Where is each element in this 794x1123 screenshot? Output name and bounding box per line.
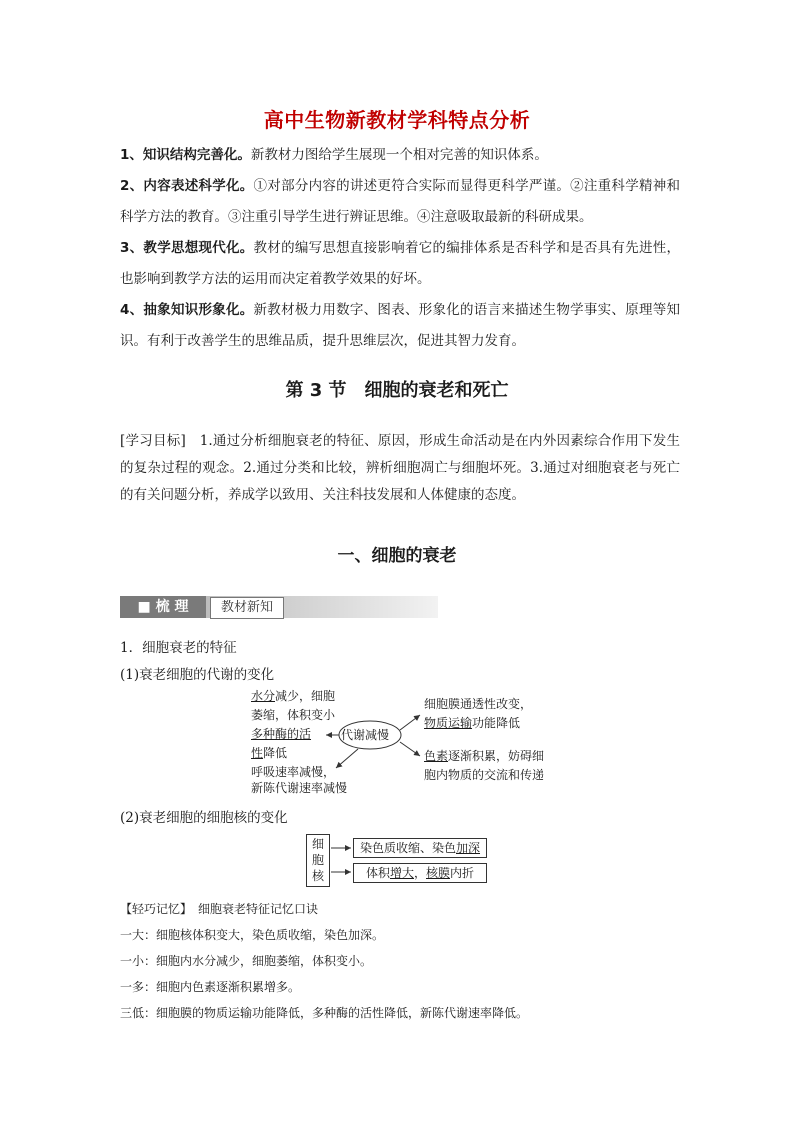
diagram-left-5: 呼吸速率减慢， (251, 765, 336, 779)
underlined-term: 多种酶的活 (251, 727, 312, 741)
diagram-left-4 (251, 744, 287, 763)
diagram-left-1 (251, 687, 335, 706)
memory-title: 【轻巧记忆】 细胞衰老特征记忆口诀 (120, 902, 319, 916)
diagram-text: 逐渐积累，妨碍细 (448, 749, 545, 763)
feature-text: 新教材力图给学生展现一个相对完善的知识体系。 (250, 147, 548, 163)
diagram-text: 减少，细胞 (275, 689, 336, 703)
box-text: 内折 (450, 866, 475, 880)
diagram-left-6: 新陈代谢速率减慢 (251, 781, 348, 795)
label-char: 核 (311, 869, 324, 883)
underlined-term: 物质运输 (424, 716, 473, 730)
underlined-term: 增大 (389, 866, 414, 880)
nucleus-change-1 (353, 838, 487, 858)
section-banner (120, 596, 438, 618)
label-char: 胞 (311, 853, 324, 867)
section-title: 一、细胞的衰老 (337, 546, 457, 566)
banner-tag: 教材新知 (210, 597, 284, 619)
underlined-term: 性 (251, 746, 264, 760)
feature-head: 4、抽象知识形象化。 (120, 302, 254, 318)
memory-line: 一多：细胞内色素逐渐积累增多。 (120, 980, 301, 994)
diagram-right-2 (424, 714, 520, 733)
underlined-term: 核膜 (426, 866, 451, 880)
learning-goals: [学习目标] 1.通过分析细胞衰老的特征、原因，形成生命活动是在内外因素综合作用下发生的复杂过程的观念。2.通过分类和比较，辨析细胞凋亡与细胞坏死。3.通过对细胞衰老与死亡的有关问题分析，养成学以致用、关注科技发展和人体健康的态度。 (120, 433, 680, 503)
box-text: 体积 (365, 866, 390, 880)
feature-head: 1、知识结构完善化。 (120, 147, 251, 163)
page-title: 高中生物新教材学科特点分析 (263, 108, 531, 132)
feature-head: 2、内容表述科学化。 (120, 178, 254, 194)
underlined-term: 色素 (424, 749, 449, 763)
memory-line: 三低：细胞膜的物质运输功能降低，多种酶的活性降低，新陈代谢速率降低。 (120, 1006, 529, 1020)
feature-text: 新教材极力用数字、图表、形象化的语言来描述生物学事实、原理等知识。有利于改善学生的思维品质，提升思维层次，促进其智力发育。 (120, 302, 680, 349)
diagram-right-3 (424, 747, 544, 766)
nucleus-label (306, 834, 330, 887)
feature-head: 3、教学思想现代化。 (120, 240, 254, 256)
feature-text: ①对部分内容的讲述更符合实际而显得更科学严谨。②注重科学精神和科学方法的教育。③注重引导学生进行辨证思维。④注意吸取最新的科研成果。 (120, 178, 680, 225)
underlined-term: 加深 (456, 841, 481, 855)
diagram-right-4: 胞内物质的交流和传递 (424, 768, 545, 782)
metabolism-diagram (240, 686, 570, 796)
nucleus-change-2 (353, 863, 487, 883)
point-heading: 1．细胞衰老的特征 (120, 640, 237, 656)
feature-3 (120, 233, 680, 295)
feature-1 (120, 140, 680, 171)
diagram-right-1: 细胞膜通透性改变， (424, 697, 533, 711)
sub-heading: (1)衰老细胞的代谢的变化 (120, 667, 275, 683)
diagram-text: 功能降低 (472, 716, 521, 730)
memory-line: 一大：细胞核体积变大，染色质收缩，染色加深。 (120, 928, 385, 942)
banner-label: ■ 梳 理 (120, 596, 206, 618)
sub-heading: (2)衰老细胞的细胞核的变化 (120, 810, 288, 826)
nucleus-diagram (306, 832, 496, 886)
diagram-center: 代谢减慢 (341, 728, 390, 742)
diagram-text: 降低 (263, 746, 288, 760)
feature-text: 教材的编写思想直接影响着它的编排体系是否科学和是否具有先进性，也影响到教学方法的运用而决定着教学效果的好坏。 (120, 240, 680, 287)
feature-2 (120, 171, 680, 233)
box-text: ， (413, 866, 426, 880)
memory-line: 一小：细胞内水分减少，细胞萎缩，体积变小。 (120, 954, 373, 968)
diagram-left-3 (251, 725, 311, 744)
chapter-title: 第 3 节 细胞的衰老和死亡 (285, 380, 509, 401)
feature-4 (120, 295, 680, 357)
underlined-term: 水分 (251, 689, 276, 703)
diagram-left-2: 萎缩，体积变小 (251, 708, 336, 722)
box-text: 染色质收缩、染色 (359, 841, 456, 855)
label-char: 细 (311, 837, 324, 851)
